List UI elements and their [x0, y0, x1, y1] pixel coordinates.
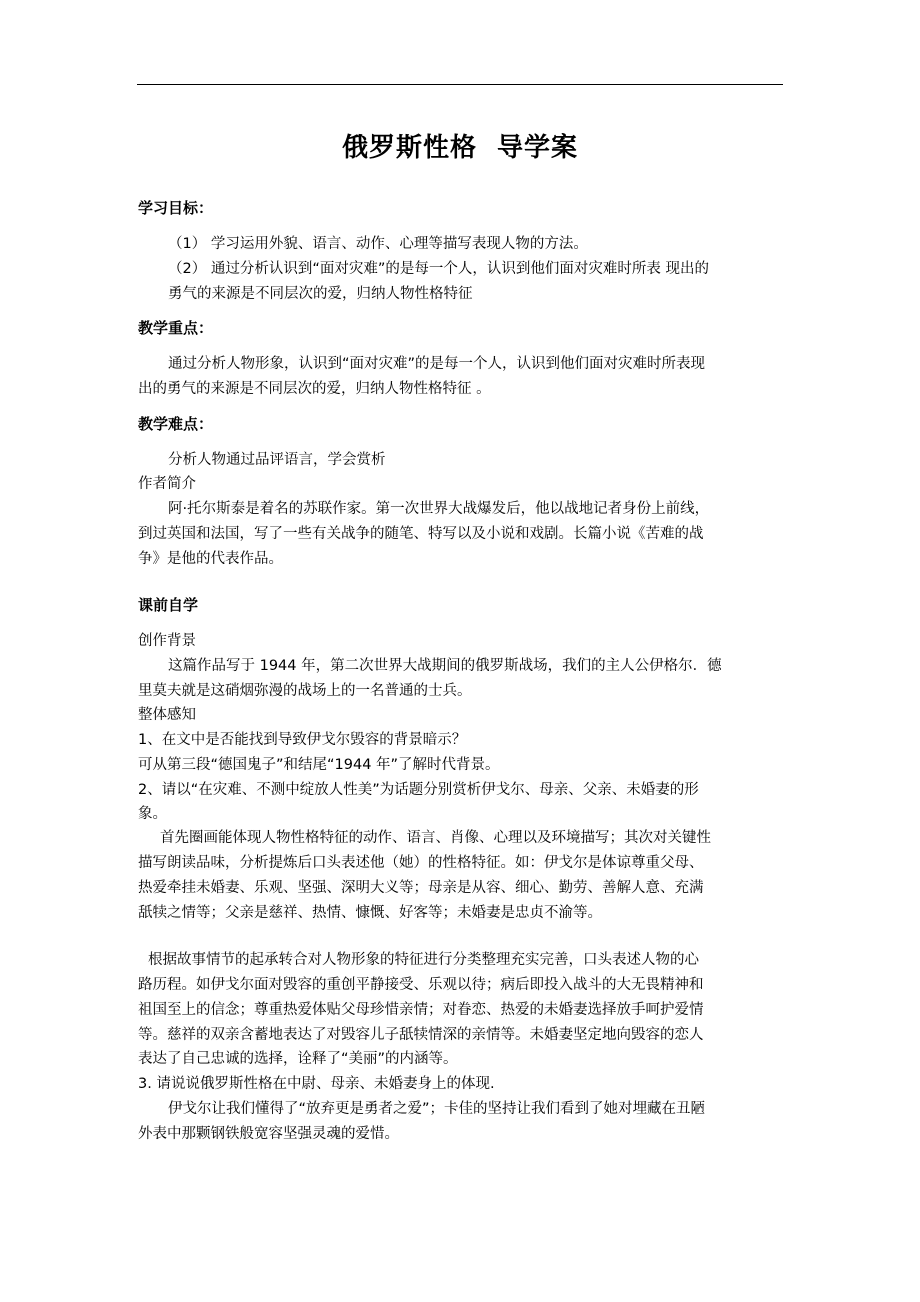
answer-2-p1-line2: 描写朗读品味，分析提炼后口头表述他（她）的性格特征。如：伊戈尔是体谅尊重父母、: [138, 855, 704, 871]
heading-pre-study: 课前自学: [138, 596, 199, 614]
goal-1: （1） 学习运用外貌、语言、动作、心理等描写表现人物的方法。: [168, 236, 588, 252]
answer-2-p2-line1: 根据故事情节的起承转合对人物形象的特征进行分类整理充实完善，口头表述人物的心: [148, 952, 699, 968]
heading-learning-goals: 学习目标：: [138, 199, 214, 217]
author-intro-label: 作者简介: [138, 476, 196, 492]
goal-2: （2） 通过分析认识到“面对灾难”的是每一个人，认识到他们面对灾难时所表 现出的: [168, 261, 709, 277]
answer-1: 可从第三段“德国鬼子”和结尾“1944 年”了解时代背景。: [138, 757, 500, 773]
answer-2-p2-line3: 祖国至上的信念；尊重热爱体贴父母珍惜亲情；对眷恋、热爱的未婚妻选择放手呵护爱情: [138, 1002, 704, 1018]
key-points-text: 通过分析人物形象，认识到“面对灾难”的是每一个人，认识到他们面对灾难时所表现: [168, 356, 706, 372]
answer-2-p2-line4: 等。慈祥的双亲含蓄地表达了对毁容儿子舐犊情深的亲情等。未婚妻坚定地向毁容的恋人: [138, 1027, 704, 1043]
heading-difficult-points: 教学难点：: [138, 415, 214, 433]
background-text-1: 这篇作品写于 1944 年，第二次世界大战期间的俄罗斯战场，我们的主人公伊格尔．德: [168, 658, 722, 674]
header-rule: [137, 84, 783, 85]
question-1: 1、在文中是否能找到导致伊戈尔毁容的背景暗示？: [138, 732, 467, 748]
answer-2-p2-line5: 表达了自己忠诚的选择，诠释了“美丽”的内涵等。: [138, 1051, 458, 1067]
answer-2-p1-line1: 首先圈画能体现人物性格特征的动作、语言、肖像、心理以及环境描写；其次对关键性: [160, 830, 711, 846]
answer-3-line1: 伊戈尔让我们懂得了“放弃更是勇者之爱”；卡佳的坚持让我们看到了她对埋藏在丑陋: [168, 1101, 706, 1117]
background-label: 创作背景: [138, 633, 196, 649]
goal-2-cont: 勇气的来源是不同层次的爱，归纳人物性格特征: [168, 286, 473, 302]
answer-3-line2: 外表中那颗钢铁般宽容坚强灵魂的爱惜。: [138, 1126, 399, 1142]
question-2-cont: 象。: [138, 806, 167, 822]
answer-2-p1-line3: 热爱牵挂未婚妻、乐观、坚强、深明大义等；母亲是从容、细心、勤劳、善解人意、充满: [138, 880, 704, 896]
question-2: 2、请以“在灾难、不测中绽放人性美”为话题分别赏析伊戈尔、母亲、父亲、未婚妻的形: [138, 782, 699, 798]
author-intro-text-1: 阿·托尔斯泰是着名的苏联作家。第一次世界大战爆发后，他以战地记者身份上前线，: [168, 501, 710, 517]
answer-2-p1-line4: 舐犊之情等；父亲是慈祥、热情、慷慨、好客等；未婚妻是忠贞不渝等。: [138, 905, 602, 921]
key-points-text-cont: 出的勇气的来源是不同层次的爱，归纳人物性格特征 。: [138, 381, 491, 397]
page-title: 俄罗斯性格 导学案: [341, 133, 579, 163]
overall-perception-label: 整体感知: [138, 707, 196, 723]
answer-2-p2-line2: 路历程。如伊戈尔面对毁容的重创平静接受、乐观以待；病后即投入战斗的大无畏精神和: [138, 977, 704, 993]
difficult-points-text: 分析人物通过品评语言，学会赏析: [168, 452, 386, 468]
author-intro-text-2: 到过英国和法国，写了一些有关战争的随笔、特写以及小说和戏剧。长篇小说《苦难的战: [138, 526, 704, 542]
heading-key-points: 教学重点：: [138, 319, 214, 337]
background-text-2: 里莫夫就是这硝烟弥漫的战场上的一名普通的士兵。: [138, 683, 472, 699]
author-intro-text-3: 争》是他的代表作品。: [138, 551, 283, 567]
question-3: 3. 请说说俄罗斯性格在中尉、母亲、未婚妻身上的体现.: [138, 1076, 495, 1092]
